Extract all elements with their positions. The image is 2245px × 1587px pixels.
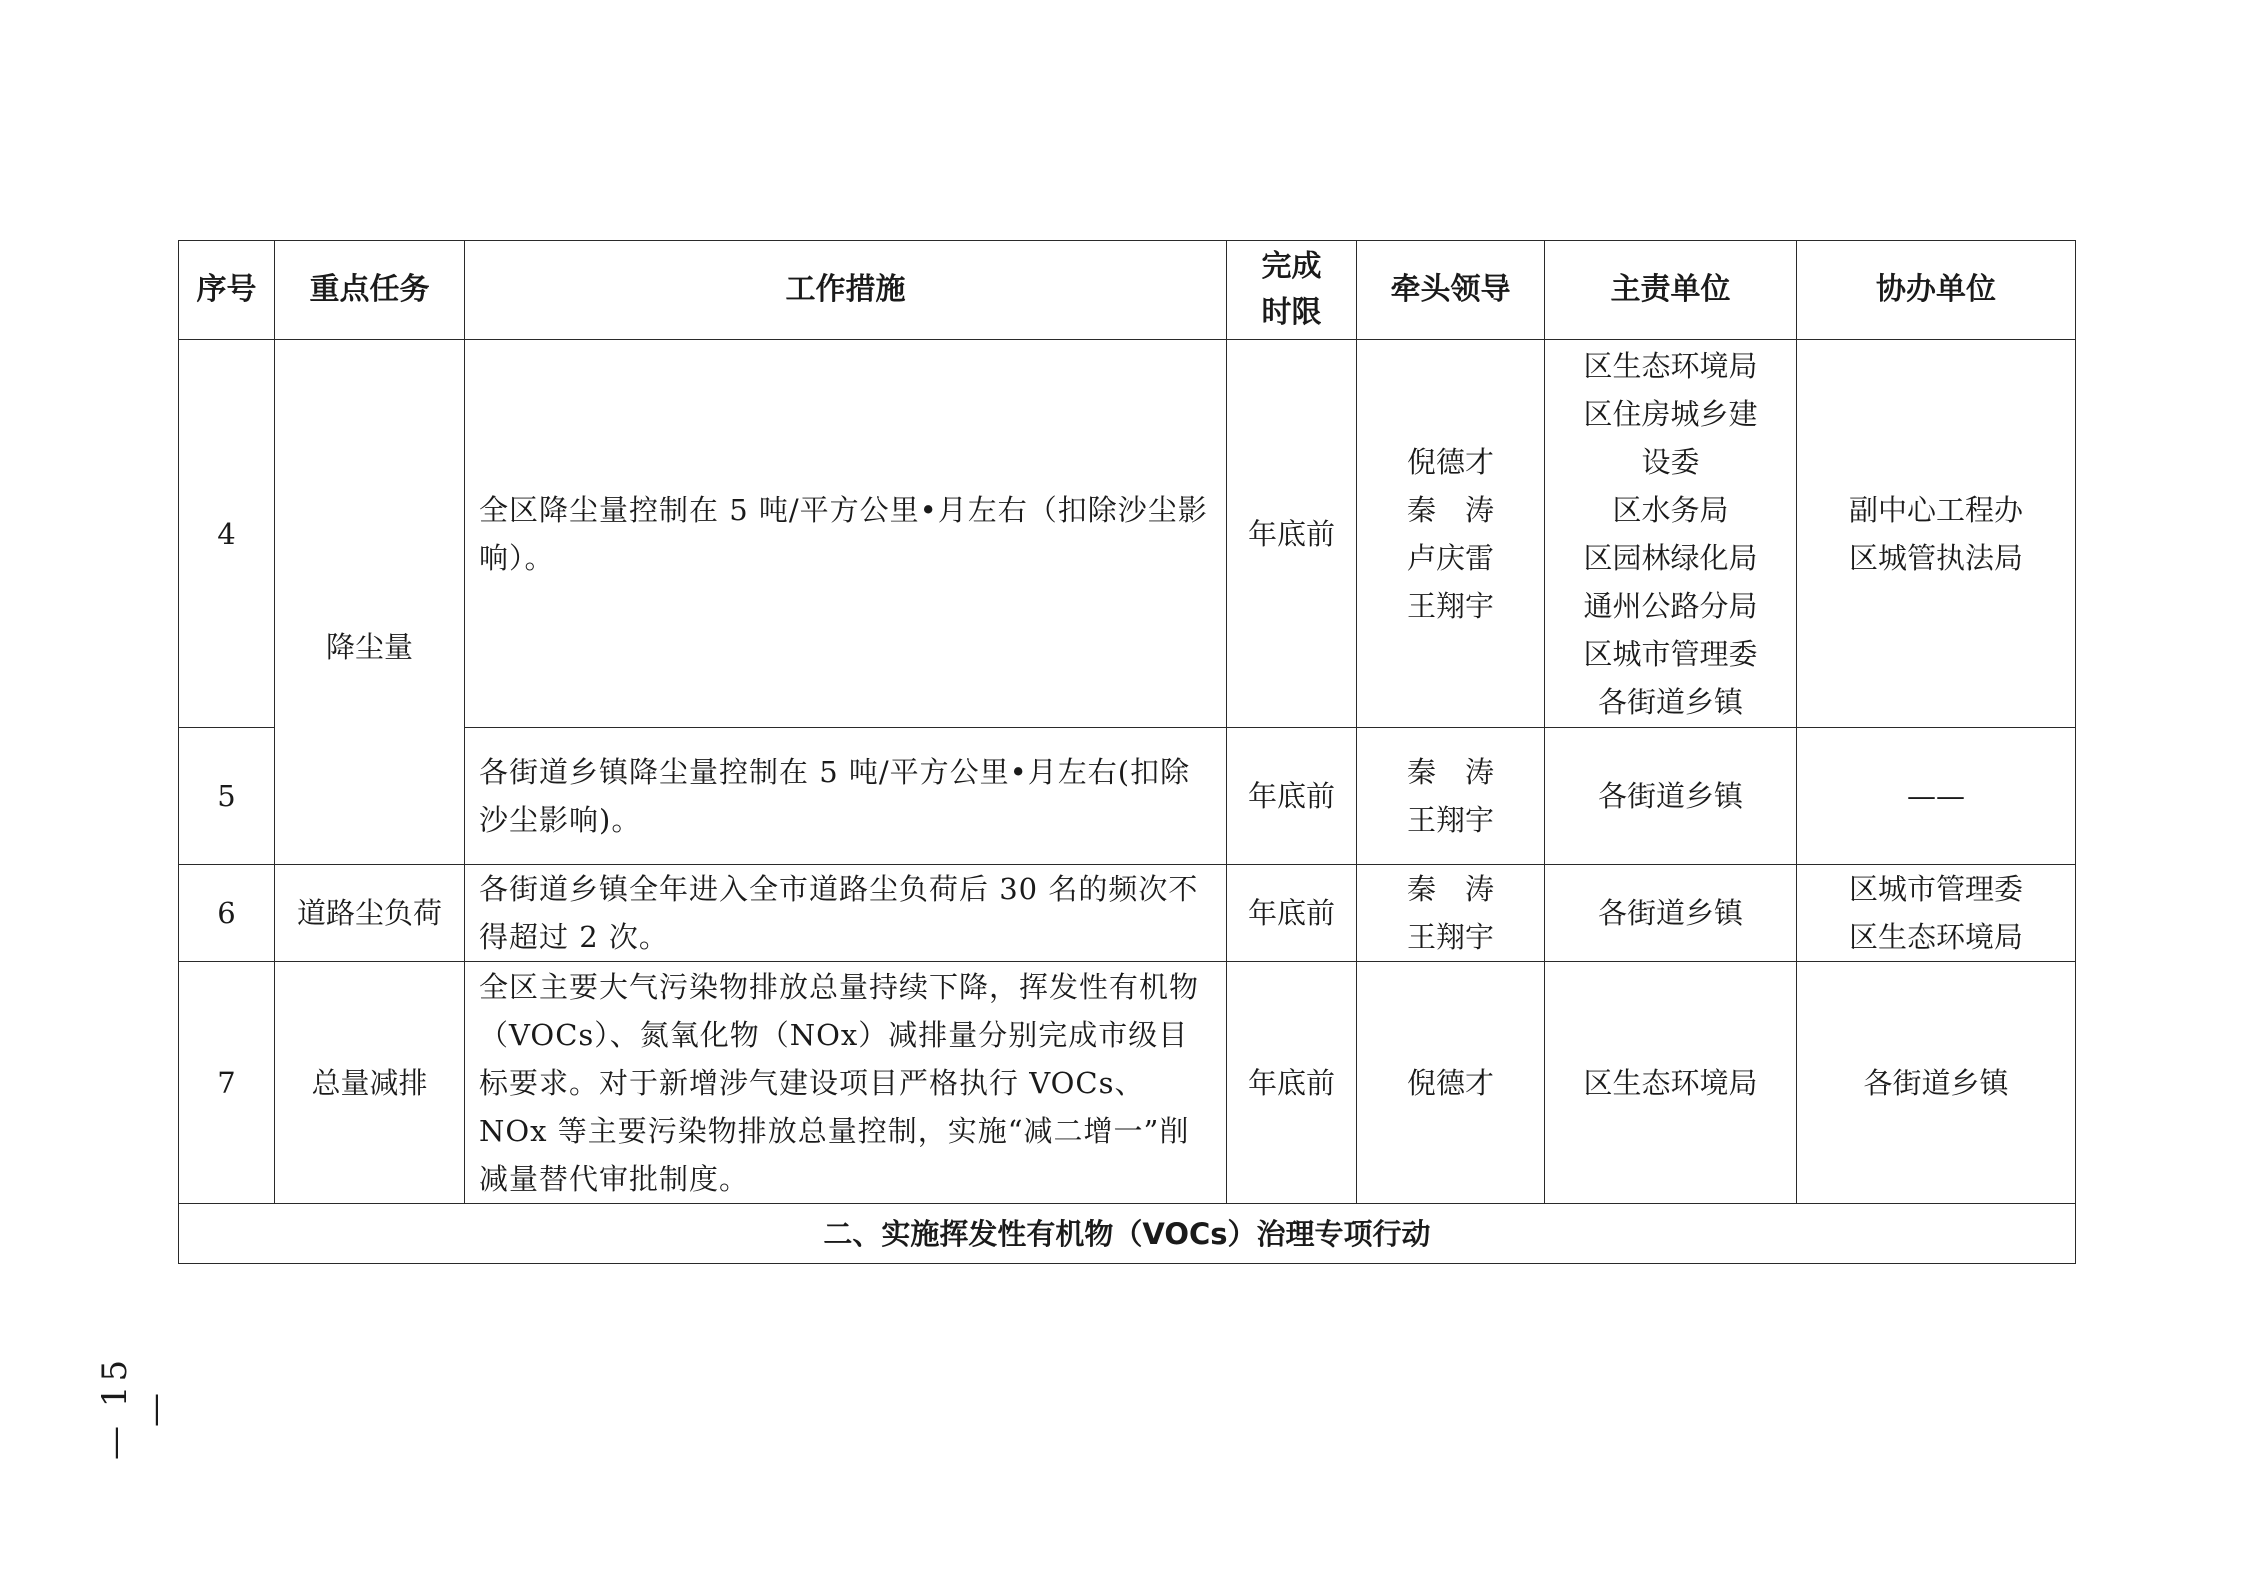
row-assist-unit	[1797, 962, 2076, 1204]
header-deadline	[1227, 241, 1357, 340]
unit-name: 区城管执法局	[1848, 540, 2023, 575]
unit-name: 区生态环境局	[1583, 348, 1758, 383]
header-row	[179, 241, 2076, 340]
row-measure: 各街道乡镇全年进入全市道路尘负荷后 30 名的频次不得超过 2 次。	[465, 865, 1227, 962]
unit-name: 区城市管理委	[1583, 636, 1758, 671]
header-lead: 牵头领导	[1357, 241, 1545, 340]
row-assist-unit	[1797, 728, 2076, 865]
lead-name: 倪德才	[1406, 444, 1494, 479]
unit-name: 各街道乡镇	[1597, 779, 1743, 813]
row-no: 5	[179, 728, 275, 865]
lead-name: 秦 涛	[1406, 755, 1494, 789]
row-deadline: 年底前	[1227, 962, 1357, 1204]
unit-name: 各街道乡镇	[1863, 1065, 2009, 1100]
row-measure: 各街道乡镇降尘量控制在 5 吨/平方公里•月左右(扣除沙尘影响)。	[465, 728, 1227, 865]
lead-name: 秦 涛	[1406, 872, 1494, 906]
unit-name: 区城市管理委	[1848, 872, 2023, 906]
header-measure: 工作措施	[465, 241, 1227, 340]
unit-name: 各街道乡镇	[1597, 896, 1743, 930]
row-main-unit	[1545, 728, 1797, 865]
unit-name: 区水务局	[1612, 492, 1729, 527]
row-lead	[1357, 865, 1545, 962]
row-no: 7	[179, 962, 275, 1204]
row-main-unit	[1545, 865, 1797, 962]
row-main-unit	[1545, 962, 1797, 1204]
row-lead	[1357, 340, 1545, 728]
row-lead	[1357, 962, 1545, 1204]
row-deadline: 年底前	[1227, 865, 1357, 962]
table-row	[179, 962, 2076, 1204]
row-assist-unit	[1797, 865, 2076, 962]
lead-name: 秦 涛	[1406, 492, 1494, 527]
header-deadline-line: 完成	[1261, 249, 1322, 284]
lead-name: 倪德才	[1406, 1065, 1494, 1100]
table-row	[179, 865, 2076, 962]
unit-name: ——	[1907, 779, 1965, 813]
header-assist-unit: 协办单位	[1797, 241, 2076, 340]
page-number: — 15 —	[95, 1355, 175, 1461]
row-task: 降尘量	[275, 340, 465, 865]
row-main-unit	[1545, 340, 1797, 728]
unit-name: 各街道乡镇	[1597, 684, 1743, 719]
row-measure: 全区降尘量控制在 5 吨/平方公里•月左右（扣除沙尘影响）。	[465, 340, 1227, 728]
lead-name: 王翔宇	[1406, 588, 1494, 623]
lead-name: 王翔宇	[1406, 920, 1494, 954]
header-task: 重点任务	[275, 241, 465, 340]
unit-name: 区生态环境局	[1583, 1065, 1758, 1100]
row-deadline: 年底前	[1227, 340, 1357, 728]
section-row	[179, 1204, 2076, 1264]
lead-name: 王翔宇	[1406, 803, 1494, 837]
row-no: 6	[179, 865, 275, 962]
unit-name: 区生态环境局	[1848, 920, 2023, 954]
section-title: 二、实施挥发性有机物（VOCs）治理专项行动	[179, 1204, 2076, 1264]
task-table	[178, 240, 2076, 1264]
header-deadline-line: 时限	[1261, 295, 1322, 330]
row-deadline: 年底前	[1227, 728, 1357, 865]
row-task: 道路尘负荷	[275, 865, 465, 962]
row-measure: 全区主要大气污染物排放总量持续下降，挥发性有机物（VOCs）、氮氧化物（NOx）减排量分别完成市级目标要求。对于新增涉气建设项目严格执行 VOCs、NOx 等主要污染物排放总量控制，实施“减二增一”削减量替代审批制度。	[465, 962, 1227, 1204]
row-no: 4	[179, 340, 275, 728]
header-no: 序号	[179, 241, 275, 340]
unit-name: 区住房城乡建	[1583, 396, 1758, 431]
header-main-unit: 主责单位	[1545, 241, 1797, 340]
row-task: 总量减排	[275, 962, 465, 1204]
lead-name: 卢庆雷	[1406, 540, 1494, 575]
row-lead	[1357, 728, 1545, 865]
unit-name: 区园林绿化局	[1583, 540, 1758, 575]
unit-name: 通州公路分局	[1583, 588, 1758, 623]
table-row	[179, 340, 2076, 728]
unit-name: 副中心工程办	[1848, 492, 2023, 527]
row-assist-unit	[1797, 340, 2076, 728]
unit-name: 设委	[1641, 444, 1700, 479]
